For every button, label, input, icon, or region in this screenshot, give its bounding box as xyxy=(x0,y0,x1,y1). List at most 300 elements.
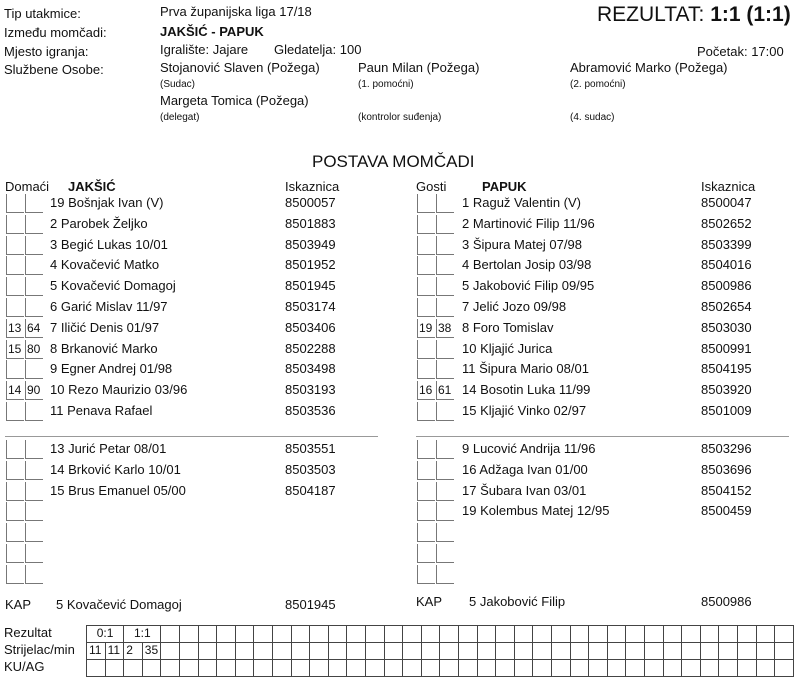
tip-value: Prva županijska liga 17/18 xyxy=(160,4,312,19)
assistant1-role: (1. pomoćni) xyxy=(358,79,414,90)
score-cell-rezultat xyxy=(663,625,683,643)
home-player-id: 8502288 xyxy=(285,341,336,356)
sub-box-number xyxy=(6,440,24,459)
home-sub-boxes xyxy=(6,277,43,296)
away-player-name: 10 Kljajić Jurica xyxy=(462,341,553,356)
home-player-id: 8501952 xyxy=(285,257,336,272)
score-cell-rezultat xyxy=(588,625,608,643)
sub-box-number xyxy=(6,544,24,563)
home-sub-player-id: 8504187 xyxy=(285,483,336,498)
score-cell-strijelac xyxy=(737,642,757,660)
away-sub-sub-boxes xyxy=(417,565,454,584)
home-player-name: 4 Kovačević Matko xyxy=(50,257,160,272)
score-cell-kuag xyxy=(700,659,720,677)
sub-box-number xyxy=(6,256,24,275)
sub-box-number xyxy=(6,502,24,521)
away-player-id: 8503030 xyxy=(701,320,752,335)
home-sub-sub-boxes xyxy=(6,523,43,542)
home-player-id: 8503498 xyxy=(285,361,336,376)
away-sub-player-name: 16 Adžaga Ivan 01/00 xyxy=(462,462,588,477)
home-captain-id: 8501945 xyxy=(285,597,336,612)
home-id-header: Iskaznica xyxy=(285,179,340,194)
score-cell-strijelac xyxy=(291,642,311,660)
sub-box-minute xyxy=(436,461,454,480)
score-cell-rezultat xyxy=(346,625,366,643)
home-sub-sub-boxes xyxy=(6,544,43,563)
result-value: 1:1 (1:1) xyxy=(710,3,791,26)
score-cell-strijelac xyxy=(365,642,385,660)
score-cell-rezultat xyxy=(681,625,701,643)
score-cell-strijelac xyxy=(625,642,645,660)
score-cell-rezultat xyxy=(402,625,422,643)
score-cell-strijelac: 35 xyxy=(142,642,162,660)
sub-box-number xyxy=(6,194,24,213)
sub-box-minute xyxy=(25,502,43,521)
score-cell-kuag xyxy=(309,659,329,677)
away-player-id: 8500986 xyxy=(701,278,752,293)
score-cell-strijelac xyxy=(718,642,738,660)
away-player-name: 8 Foro Tomislav xyxy=(462,320,554,335)
tip-label: Tip utakmice: xyxy=(4,6,81,21)
home-player-name: 10 Rezo Maurizio 03/96 xyxy=(50,382,188,397)
away-sub-boxes xyxy=(417,215,454,234)
score-cell-rezultat xyxy=(179,625,199,643)
sub-box-number xyxy=(417,215,435,234)
match-teams: JAKŠIĆ - PAPUK xyxy=(160,24,264,39)
assistant2-name: Abramović Marko (Požega) xyxy=(570,60,728,75)
score-cell-strijelac xyxy=(532,642,552,660)
result-label: REZULTAT: xyxy=(597,3,705,26)
score-cell-kuag xyxy=(458,659,478,677)
score-cell-rezultat xyxy=(216,625,236,643)
home-sub-boxes xyxy=(6,298,43,317)
assistant2-role: (2. pomoćni) xyxy=(570,79,626,90)
score-cell-rezultat xyxy=(439,625,459,643)
score-cell-rezultat xyxy=(700,625,720,643)
score-cell-kuag xyxy=(198,659,218,677)
score-cell-strijelac xyxy=(774,642,794,660)
home-side-label: Domaći xyxy=(5,179,50,194)
home-player-id: 8500057 xyxy=(285,195,336,210)
home-sub-boxes xyxy=(6,381,43,400)
home-sub-boxes xyxy=(6,236,43,255)
fourth-official-role: (4. sudac) xyxy=(570,112,615,123)
score-cell-kuag xyxy=(718,659,738,677)
sub-box-number xyxy=(417,440,435,459)
sub-box-number xyxy=(417,277,435,296)
away-sub-boxes xyxy=(417,402,454,421)
score-cell-rezultat xyxy=(477,625,497,643)
sub-box-minute xyxy=(25,277,43,296)
sub-box-minute xyxy=(25,461,43,480)
sub-box-number: 14 xyxy=(6,381,24,400)
score-cell-rezultat xyxy=(309,625,329,643)
away-player-name: 3 Šipura Matej 07/98 xyxy=(462,237,582,252)
away-sub-sub-boxes xyxy=(417,482,454,501)
sub-box-number: 16 xyxy=(417,381,435,400)
score-cell-kuag xyxy=(737,659,757,677)
home-team-name: JAKŠIĆ xyxy=(68,179,116,194)
score-cell-kuag xyxy=(495,659,515,677)
score-cell-rezultat xyxy=(607,625,627,643)
home-player-id: 8503174 xyxy=(285,299,336,314)
score-cell-kuag xyxy=(607,659,627,677)
mjesto-label: Mjesto igranja: xyxy=(4,44,89,59)
away-captain-label: KAP xyxy=(416,594,443,609)
sub-box-number xyxy=(417,523,435,542)
sub-box-minute xyxy=(25,565,43,584)
score-cell-rezultat xyxy=(532,625,552,643)
score-cell-strijelac xyxy=(607,642,627,660)
score-cell-kuag xyxy=(216,659,236,677)
away-id-header: Iskaznica xyxy=(701,179,756,194)
home-captain-label: KAP xyxy=(5,597,32,612)
sub-box-minute: 90 xyxy=(25,381,43,400)
sub-box-minute xyxy=(25,194,43,213)
sub-box-number xyxy=(417,256,435,275)
sub-box-minute xyxy=(436,256,454,275)
score-rezultat-label: Rezultat xyxy=(4,625,52,640)
sub-box-number xyxy=(417,402,435,421)
score-cell-kuag xyxy=(328,659,348,677)
score-cell-strijelac xyxy=(700,642,720,660)
score-cell-kuag xyxy=(774,659,794,677)
sub-box-minute xyxy=(436,194,454,213)
sub-box-minute xyxy=(436,236,454,255)
away-sub-player-id: 8503296 xyxy=(701,441,752,456)
home-player-name: 8 Brkanović Marko xyxy=(50,341,158,356)
home-player-id: 8501945 xyxy=(285,278,336,293)
score-cell-kuag xyxy=(86,659,106,677)
score-cell-kuag xyxy=(681,659,701,677)
away-player-name: 4 Bertolan Josip 03/98 xyxy=(462,257,592,272)
score-cell-strijelac xyxy=(328,642,348,660)
score-result-cell: 0:1 xyxy=(86,625,124,643)
score-cell-strijelac xyxy=(681,642,701,660)
score-cell-strijelac xyxy=(570,642,590,660)
score-cell-strijelac xyxy=(663,642,683,660)
sub-box-number xyxy=(6,277,24,296)
away-sub-player-name: 9 Lucović Andrija 11/96 xyxy=(462,441,596,456)
score-cell-kuag xyxy=(105,659,125,677)
score-cell-rezultat xyxy=(421,625,441,643)
sub-box-minute xyxy=(25,440,43,459)
score-cell-strijelac xyxy=(644,642,664,660)
score-cell-kuag xyxy=(588,659,608,677)
sub-box-minute xyxy=(25,298,43,317)
away-player-name: 5 Jakobović Filip 09/95 xyxy=(462,278,595,293)
away-sub-sub-boxes xyxy=(417,440,454,459)
score-cell-kuag xyxy=(235,659,255,677)
score-cell-rezultat xyxy=(737,625,757,643)
away-divider xyxy=(416,436,789,437)
sub-box-minute xyxy=(436,482,454,501)
sub-box-number xyxy=(6,236,24,255)
score-cell-strijelac xyxy=(216,642,236,660)
controller-role: (kontrolor suđenja) xyxy=(358,112,442,123)
away-player-id: 8504195 xyxy=(701,361,752,376)
sub-box-number xyxy=(6,523,24,542)
score-cell-kuag xyxy=(123,659,143,677)
score-cell-kuag xyxy=(160,659,180,677)
home-sub-player-id: 8503551 xyxy=(285,441,336,456)
away-player-id: 8504016 xyxy=(701,257,752,272)
score-cell-strijelac xyxy=(346,642,366,660)
home-sub-sub-boxes xyxy=(6,461,43,480)
sub-box-minute: 80 xyxy=(25,340,43,359)
away-sub-player-name: 17 Šubara Ivan 03/01 xyxy=(462,483,587,498)
score-cell-strijelac xyxy=(179,642,199,660)
away-sub-boxes xyxy=(417,360,454,379)
score-cell-kuag xyxy=(756,659,776,677)
away-team-name: PAPUK xyxy=(482,179,527,194)
score-cell-strijelac xyxy=(495,642,515,660)
officials-label: Službene Osobe: xyxy=(4,62,104,77)
sub-box-minute xyxy=(436,502,454,521)
away-sub-sub-boxes xyxy=(417,523,454,542)
sub-box-minute xyxy=(25,256,43,275)
score-cell-kuag xyxy=(421,659,441,677)
score-cell-strijelac xyxy=(272,642,292,660)
venue: Igralište: Jajare xyxy=(160,42,249,57)
score-result-cell: 1:1 xyxy=(123,625,161,643)
score-cell-rezultat xyxy=(458,625,478,643)
score-cell-kuag xyxy=(291,659,311,677)
home-sub-boxes xyxy=(6,194,43,213)
score-cell-strijelac xyxy=(514,642,534,660)
score-cell-rezultat xyxy=(756,625,776,643)
score-cell-strijelac: 11 xyxy=(105,642,125,660)
score-cell-strijelac: 2 xyxy=(123,642,143,660)
home-sub-boxes xyxy=(6,402,43,421)
score-cell-rezultat xyxy=(718,625,738,643)
sub-box-minute xyxy=(436,402,454,421)
delegate-role: (delegat) xyxy=(160,112,200,123)
delegate-name: Margeta Tomica (Požega) xyxy=(160,93,309,108)
home-player-name: 3 Begić Lukas 10/01 xyxy=(50,237,168,252)
sub-box-minute xyxy=(436,277,454,296)
sub-box-number xyxy=(417,544,435,563)
home-player-name: 7 Iličić Denis 01/97 xyxy=(50,320,160,335)
home-sub-player-name: 14 Brković Karlo 10/01 xyxy=(50,462,181,477)
lineup-title: POSTAVA MOMČADI xyxy=(312,152,475,171)
home-player-id: 8503406 xyxy=(285,320,336,335)
sub-box-minute xyxy=(436,340,454,359)
score-cell-kuag xyxy=(477,659,497,677)
away-sub-player-id: 8500459 xyxy=(701,503,752,518)
assistant1-name: Paun Milan (Požega) xyxy=(358,60,480,75)
home-sub-player-name: 13 Jurić Petar 08/01 xyxy=(50,441,167,456)
sub-box-number xyxy=(417,502,435,521)
away-player-id: 8502654 xyxy=(701,299,752,314)
away-sub-boxes xyxy=(417,236,454,255)
sub-box-number xyxy=(6,461,24,480)
away-sub-boxes xyxy=(417,277,454,296)
home-sub-player-name: 15 Brus Emanuel 05/00 xyxy=(50,483,186,498)
spectators: Gledatelja: 100 xyxy=(274,42,362,57)
score-cell-strijelac xyxy=(588,642,608,660)
score-cell-kuag xyxy=(532,659,552,677)
away-captain-player: 5 Jakobović Filip xyxy=(469,594,566,609)
score-cell-rezultat xyxy=(198,625,218,643)
away-player-id: 8500047 xyxy=(701,195,752,210)
home-sub-sub-boxes xyxy=(6,565,43,584)
score-cell-strijelac xyxy=(253,642,273,660)
away-player-id: 8501009 xyxy=(701,403,752,418)
score-cell-kuag xyxy=(384,659,404,677)
sub-box-number: 19 xyxy=(417,319,435,338)
home-sub-boxes xyxy=(6,340,43,359)
away-sub-boxes xyxy=(417,194,454,213)
home-player-id: 8503193 xyxy=(285,382,336,397)
away-sub-player-id: 8504152 xyxy=(701,483,752,498)
sub-box-minute xyxy=(436,215,454,234)
away-player-id: 8503399 xyxy=(701,237,752,252)
away-player-name: 2 Martinović Filip 11/96 xyxy=(462,216,595,231)
score-cell-kuag xyxy=(253,659,273,677)
sub-box-minute xyxy=(25,215,43,234)
sub-box-number xyxy=(417,194,435,213)
sub-box-minute xyxy=(25,482,43,501)
sub-box-number xyxy=(417,340,435,359)
away-sub-boxes xyxy=(417,381,454,400)
score-cell-rezultat xyxy=(291,625,311,643)
sub-box-minute: 64 xyxy=(25,319,43,338)
away-sub-player-name: 19 Kolembus Matej 12/95 xyxy=(462,503,610,518)
score-cell-kuag xyxy=(142,659,162,677)
away-player-name: 11 Šipura Mario 08/01 xyxy=(462,361,589,376)
sub-box-number xyxy=(6,215,24,234)
home-player-id: 8503536 xyxy=(285,403,336,418)
score-cell-rezultat xyxy=(644,625,664,643)
score-cell-rezultat xyxy=(253,625,273,643)
score-cell-kuag xyxy=(551,659,571,677)
away-sub-boxes xyxy=(417,340,454,359)
sub-box-minute xyxy=(25,523,43,542)
sub-box-minute xyxy=(436,565,454,584)
home-sub-sub-boxes xyxy=(6,502,43,521)
home-captain-player: 5 Kovačević Domagoj xyxy=(56,597,182,612)
home-sub-sub-boxes xyxy=(6,440,43,459)
sub-box-number xyxy=(6,482,24,501)
score-cell-strijelac xyxy=(309,642,329,660)
away-player-name: 14 Bosotin Luka 11/99 xyxy=(462,382,591,397)
score-cell-rezultat xyxy=(384,625,404,643)
sub-box-minute: 38 xyxy=(436,319,454,338)
away-sub-sub-boxes xyxy=(417,544,454,563)
home-player-name: 6 Garić Mislav 11/97 xyxy=(50,299,168,314)
home-player-name: 11 Penava Rafael xyxy=(50,403,153,418)
score-cell-strijelac xyxy=(551,642,571,660)
sub-box-minute xyxy=(25,360,43,379)
sub-box-number xyxy=(417,461,435,480)
score-cell-rezultat xyxy=(160,625,180,643)
score-cell-kuag xyxy=(346,659,366,677)
sub-box-number xyxy=(417,236,435,255)
score-cell-strijelac xyxy=(198,642,218,660)
score-cell-strijelac xyxy=(458,642,478,660)
home-sub-boxes xyxy=(6,215,43,234)
sub-box-minute xyxy=(25,402,43,421)
score-cell-rezultat xyxy=(774,625,794,643)
sub-box-number: 13 xyxy=(6,319,24,338)
score-cell-kuag xyxy=(179,659,199,677)
sub-box-number xyxy=(6,402,24,421)
sub-box-number xyxy=(417,360,435,379)
score-cell-rezultat xyxy=(625,625,645,643)
score-cell-kuag xyxy=(402,659,422,677)
home-divider xyxy=(5,436,378,437)
away-sub-sub-boxes xyxy=(417,502,454,521)
score-cell-kuag xyxy=(272,659,292,677)
home-sub-boxes xyxy=(6,319,43,338)
away-player-id: 8500991 xyxy=(701,341,752,356)
home-sub-player-id: 8503503 xyxy=(285,462,336,477)
home-player-name: 5 Kovačević Domagoj xyxy=(50,278,176,293)
home-sub-boxes xyxy=(6,360,43,379)
sub-box-number xyxy=(6,565,24,584)
sub-box-minute xyxy=(436,360,454,379)
home-player-name: 9 Egner Andrej 01/98 xyxy=(50,361,173,376)
referee-name: Stojanović Slaven (Požega) xyxy=(160,60,320,75)
score-cell-kuag xyxy=(663,659,683,677)
sub-box-minute xyxy=(436,440,454,459)
sub-box-number xyxy=(417,298,435,317)
sub-box-number xyxy=(6,298,24,317)
home-sub-boxes xyxy=(6,256,43,275)
score-cell-rezultat xyxy=(328,625,348,643)
score-cell-strijelac xyxy=(421,642,441,660)
home-sub-sub-boxes xyxy=(6,482,43,501)
away-captain-id: 8500986 xyxy=(701,594,752,609)
score-strijelac-label: Strijelac/min xyxy=(4,642,75,657)
home-player-name: 19 Bošnjak Ivan (V) xyxy=(50,195,164,210)
score-cell-kuag xyxy=(644,659,664,677)
sub-box-number xyxy=(417,565,435,584)
score-cell-kuag xyxy=(514,659,534,677)
away-sub-player-id: 8503696 xyxy=(701,462,752,477)
away-sub-boxes xyxy=(417,298,454,317)
score-cell-kuag xyxy=(365,659,385,677)
score-cell-strijelac xyxy=(439,642,459,660)
away-sub-sub-boxes xyxy=(417,461,454,480)
away-player-id: 8502652 xyxy=(701,216,752,231)
sub-box-minute xyxy=(436,523,454,542)
sub-box-minute xyxy=(25,236,43,255)
izmedu-label: Između momčadi: xyxy=(4,25,107,40)
score-kuag-label: KU/AG xyxy=(4,659,45,674)
score-cell-rezultat xyxy=(272,625,292,643)
score-cell-rezultat xyxy=(551,625,571,643)
score-cell-strijelac xyxy=(756,642,776,660)
score-cell-kuag xyxy=(570,659,590,677)
away-player-name: 1 Raguž Valentin (V) xyxy=(462,195,581,210)
referee-role: (Sudac) xyxy=(160,79,196,90)
score-cell-strijelac xyxy=(477,642,497,660)
sub-box-minute: 61 xyxy=(436,381,454,400)
score-cell-rezultat xyxy=(365,625,385,643)
score-cell-kuag xyxy=(625,659,645,677)
home-player-id: 8501883 xyxy=(285,216,336,231)
score-cell-rezultat xyxy=(495,625,515,643)
away-player-name: 7 Jelić Jozo 09/98 xyxy=(462,299,567,314)
sub-box-minute xyxy=(25,544,43,563)
sub-box-minute xyxy=(436,544,454,563)
sub-box-number xyxy=(6,360,24,379)
score-cell-strijelac xyxy=(235,642,255,660)
sub-box-number xyxy=(417,482,435,501)
home-player-id: 8503949 xyxy=(285,237,336,252)
